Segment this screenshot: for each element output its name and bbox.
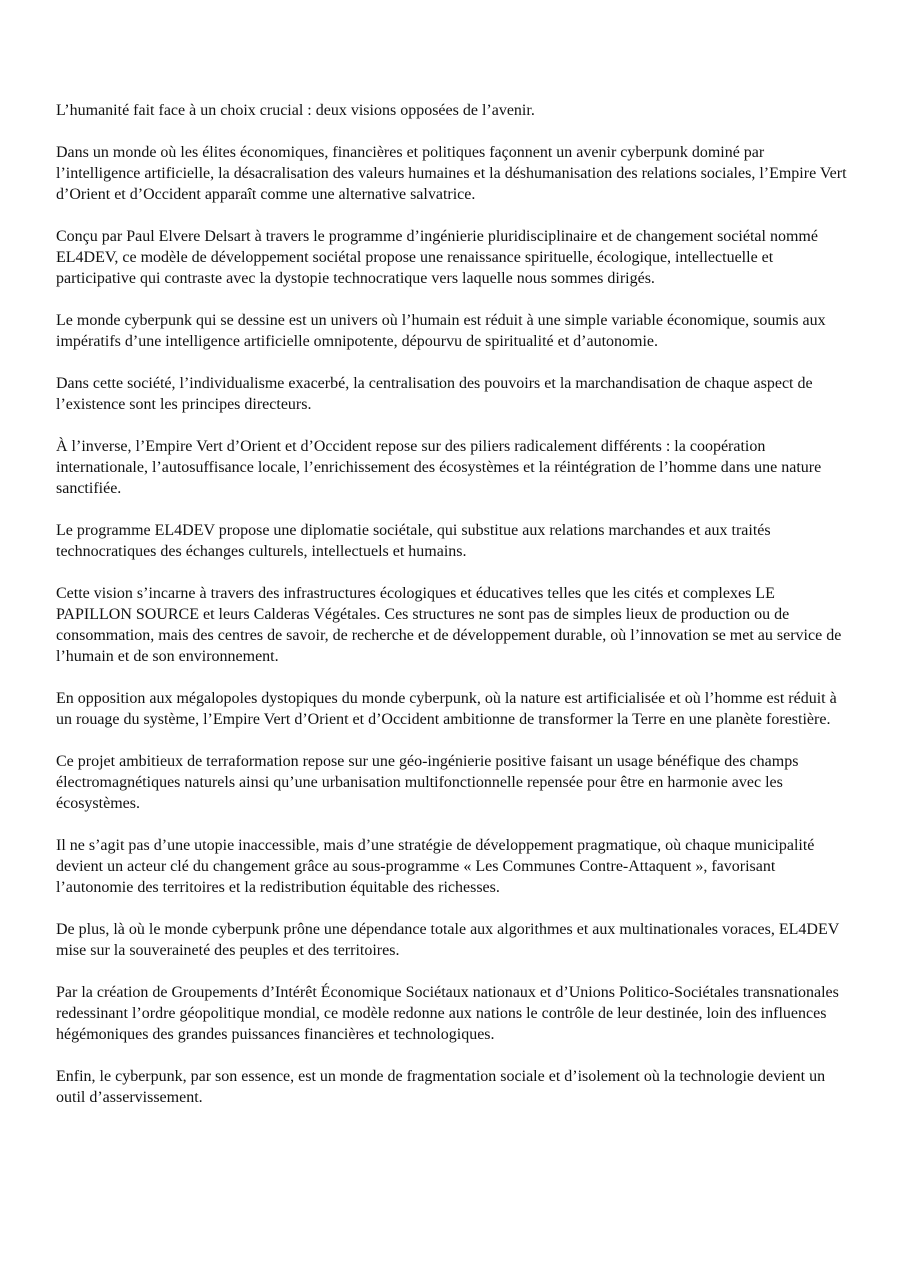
paragraph: Il ne s’agit pas d’une utopie inaccessible, mais d’une stratégie de développement pragmatique, où chaque municipalité devient un acteur clé du changement grâce au sous-programme « Les Communes Contre-Attaquent », favorisant l’autonomie des territoires et la redistribution équitable des richesses. — [56, 837, 815, 896]
paragraph: Ce projet ambitieux de terraformation repose sur une géo-ingénierie positive faisant un usage bénéfique des champs électromagnétiques naturels ainsi qu’une urbanisation multifonctionnelle repensée pour être en harmonie avec les écosystèmes. — [56, 753, 799, 812]
paragraph: De plus, là où le monde cyberpunk prône une dépendance totale aux algorithmes et aux multinationales voraces, EL4DEV mise sur la souveraineté des peuples et des territoires. — [56, 921, 840, 959]
paragraph: Dans un monde où les élites économiques, financières et politiques façonnent un avenir cyberpunk dominé par l’intelligence artificielle, la désacralisation des valeurs humaines et la déshumanisation des relations sociales, l’Empire Vert d’Orient et d’Occident apparaît comme une alternative salvatrice. — [56, 144, 847, 203]
paragraph: À l’inverse, l’Empire Vert d’Orient et d’Occident repose sur des piliers radicalement différents : la coopération internationale, l’autosuffisance locale, l’enrichissement des écosystèmes et la réintégration de l’homme dans une nature sanctifiée. — [56, 438, 822, 497]
paragraph: Le programme EL4DEV propose une diplomatie sociétale, qui substitue aux relations marchandes et aux traités technocratiques des échanges culturels, intellectuels et humains. — [56, 522, 771, 560]
paragraph: Le monde cyberpunk qui se dessine est un univers où l’humain est réduit à une simple variable économique, soumis aux impératifs d’une intelligence artificielle omnipotente, dépourvu de spiritualité et d’autonomie. — [56, 312, 826, 350]
document-body — [56, 100, 849, 1108]
paragraph: Conçu par Paul Elvere Delsart à travers le programme d’ingénierie pluridisciplinaire et de changement sociétal nommé EL4DEV, ce modèle de développement sociétal propose une renaissance spirituelle, écologique, intellectuelle et participative qui contraste avec la dystopie technocratique vers laquelle nous sommes dirigés. — [56, 228, 818, 287]
paragraph: Dans cette société, l’individualisme exacerbé, la centralisation des pouvoirs et la marchandisation de chaque aspect de l’existence sont les principes directeurs. — [56, 375, 813, 413]
paragraph: L’humanité fait face à un choix crucial : deux visions opposées de l’avenir. — [56, 102, 535, 119]
paragraph: Enfin, le cyberpunk, par son essence, est un monde de fragmentation sociale et d’isolement où la technologie devient un outil d’asservissement. — [56, 1068, 826, 1106]
paragraph: Par la création de Groupements d’Intérêt Économique Sociétaux nationaux et d’Unions Politico-Sociétales transnationales redessinant l’ordre géopolitique mondial, ce modèle redonne aux nations le contrôle de leur destinée, loin des influences hégémoniques des grandes puissances financières et technologiques. — [56, 984, 839, 1043]
paragraph: En opposition aux mégalopoles dystopiques du monde cyberpunk, où la nature est artificialisée et où l’homme est réduit à un rouage du système, l’Empire Vert d’Orient et d’Occident ambitionne de transformer la Terre en une planète forestière. — [56, 690, 837, 728]
paragraph: Cette vision s’incarne à travers des infrastructures écologiques et éducatives telles que les cités et complexes LE PAPILLON SOURCE et leurs Calderas Végétales. Ces structures ne sont pas de simples lieux de production ou de consommation, mais des centres de savoir, de recherche et de développement durable, où l’innovation se met au service de l’humain et de son environnement. — [56, 585, 842, 665]
